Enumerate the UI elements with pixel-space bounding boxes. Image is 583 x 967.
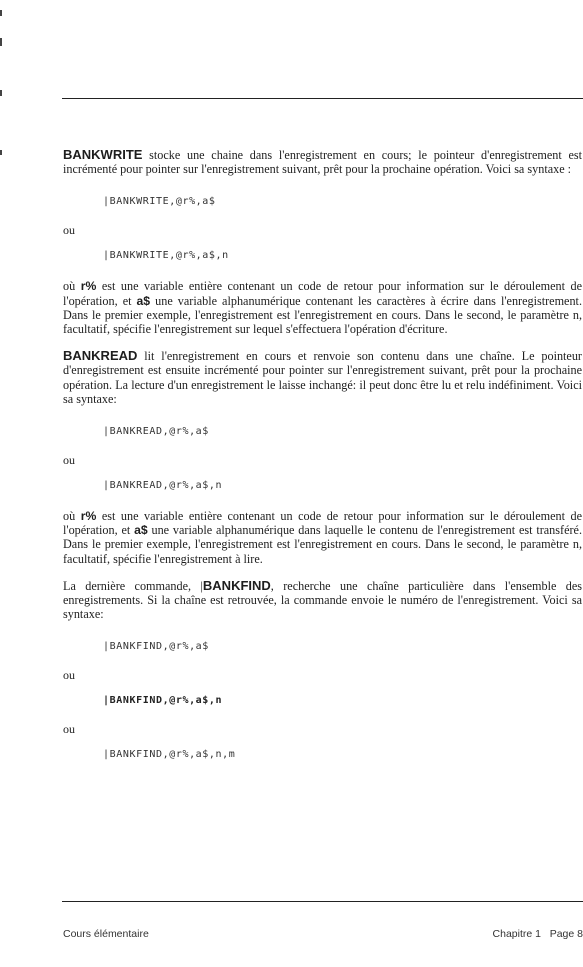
text: où (63, 279, 81, 294)
paragraph-text: lit l'enregistrement en cours et renvoie son contenu dans une chaîne. Le pointeur d'enregistrement est ensuite incrémenté pour pointer sur l'enregistrement suivant, prêt pour la prochaine opération. La lecture d'un enregistrement le laisse inchangé: il peut donc être lu et relu indéfiniment. Voici sa syntaxe: (63, 349, 582, 406)
paragraph-bankread-params (63, 509, 582, 566)
margin-mark (0, 10, 2, 16)
footer-course-title: Cours élémentaire (63, 928, 149, 940)
text: une variable alphanumérique dans laquelle le contenu de l'enregistrement est transféré. Dans le premier exemple, l'enregistrement est l'enregistrement en cours. Dans le second, le paramètre n, facultatif, spécifie l'enregistrement à lire. (63, 523, 583, 566)
or-label: ou (63, 668, 75, 683)
keyword-bankread: BANKREAD (63, 348, 138, 364)
or-label: ou (63, 223, 75, 238)
text: où (63, 509, 81, 524)
paragraph-bankwrite (63, 148, 582, 176)
paragraph-bankwrite-params (63, 279, 582, 336)
keyword-bankfind: BANKFIND (202, 577, 271, 593)
paragraph-text: stocke une chaine dans l'enregistrement en cours; le pointeur d'enregistrement est incrémenté pour pointer sur l'enregistrement suivant, prêt pour la prochaine opération. Voici sa syntaxe : (63, 148, 582, 177)
keyword-bankwrite: BANKWRITE (63, 147, 143, 162)
var-r: r% (80, 509, 97, 524)
code-bankfind-n: |BANKFIND,@r%,a$,n (103, 695, 223, 707)
code-bankfind: |BANKFIND,@r%,a$ (103, 641, 209, 653)
or-label: ou (63, 722, 75, 737)
paragraph-bankfind (63, 579, 582, 622)
margin-mark (0, 150, 2, 155)
code-bankfind-n-m: |BANKFIND,@r%,a$,n,m (103, 749, 236, 761)
text: est une variable entière contenant un code de retour pour information sur le déroulement de l'opération, et (63, 279, 583, 308)
var-r: r% (80, 279, 97, 294)
header-rule (62, 98, 583, 99)
text: est une variable entière contenant un code de retour pour information sur le déroulement de l'opération, et (63, 509, 583, 538)
code-bankread: |BANKREAD,@r%,a$ (103, 426, 209, 438)
or-label: ou (63, 453, 75, 468)
code-bankwrite-n: |BANKWRITE,@r%,a$,n (103, 250, 229, 262)
margin-mark (0, 90, 2, 96)
text: , recherche une chaîne particulière dans l'ensemble des enregistrements. Si la chaîne est retrouvée, la commande envoie le numéro de l'enregistrement. Voici sa syntaxe: (63, 578, 582, 622)
code-bankread-n: |BANKREAD,@r%,a$,n (103, 480, 223, 492)
paragraph-bankread (63, 349, 582, 406)
margin-mark (0, 38, 2, 46)
footer-page-number: Chapitre 1 Page 8 (492, 928, 583, 940)
page-body (63, 148, 582, 762)
var-a: a$ (134, 523, 148, 538)
footer-rule (62, 901, 583, 902)
text: une variable alphanumérique contenant les caractères à écrire dans l'enregistrement. Dans le premier exemple, l'enregistrement est l'enregistrement en cours. Dans le second, le paramètre n, facultatif, spécifie l'enregistrement sur lequel s'effectuera l'opération d'écriture. (63, 293, 582, 337)
var-a: a$ (136, 293, 151, 308)
text: La dernière commande, | (63, 578, 203, 593)
code-bankwrite: |BANKWRITE,@r%,a$ (103, 196, 216, 208)
